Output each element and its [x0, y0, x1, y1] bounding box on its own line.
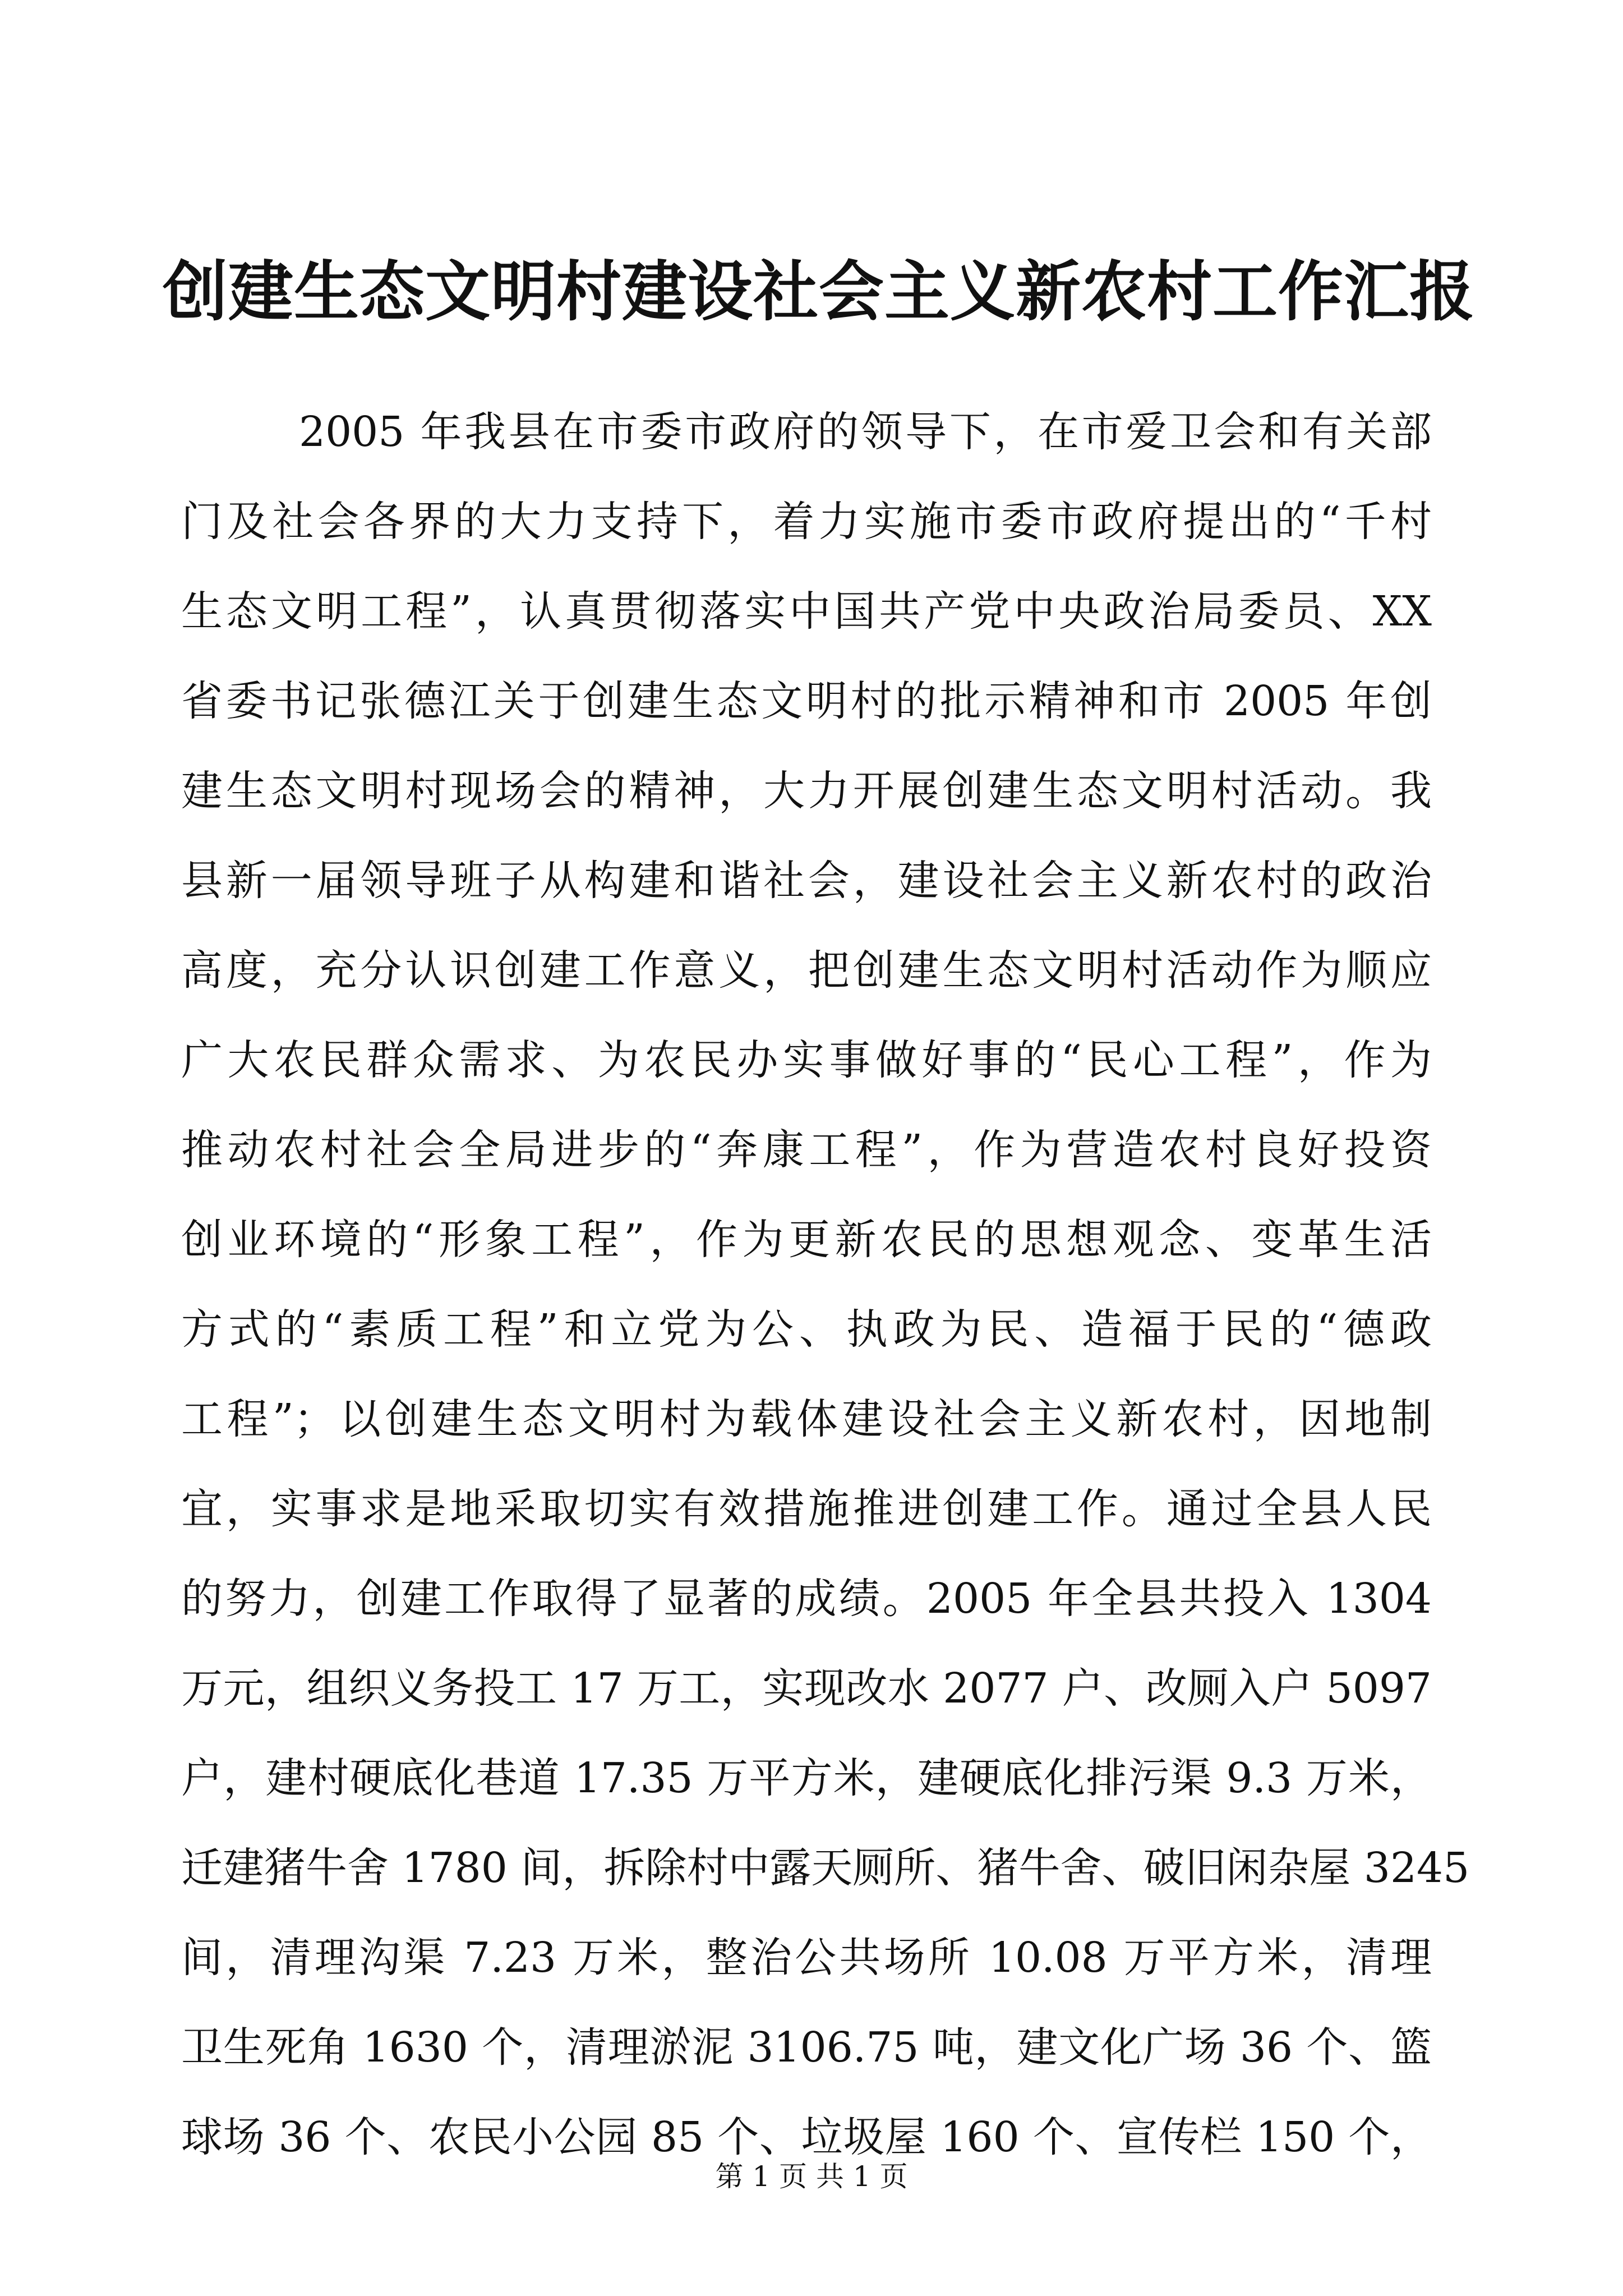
paragraph-line: 县新一届领导班子从构建和谐社会，建设社会主义新农村的政治: [181, 857, 1432, 905]
paragraph-line: 户，建村硬底化巷道 17.35 万平方米，建硬底化排污渠 9.3 万米，: [181, 1754, 1432, 1802]
paragraph-line: 门及社会各界的大力支持下，着力实施市委市政府提出的“千村: [181, 498, 1432, 546]
paragraph-line: 高度，充分认识创建工作意义，把创建生态文明村活动作为顺应: [181, 946, 1432, 995]
paragraph-line: 方式的“素质工程”和立党为公、执政为民、造福于民的“德政: [181, 1305, 1432, 1354]
paragraph-line: 创业环境的“形象工程”，作为更新农民的思想观念、变革生活: [181, 1216, 1432, 1264]
paragraph-line: 广大农民群众需求、为农民办实事做好事的“民心工程”，作为: [181, 1036, 1432, 1084]
paragraph-line: 球场 36 个、农民小公园 85 个、垃圾屋 160 个、宣传栏 150 个，: [181, 2113, 1432, 2161]
paragraph-line: 生态文明工程”，认真贯彻落实中国共产党中央政治局委员、XX: [181, 587, 1432, 636]
paragraph-line: 省委书记张德江关于创建生态文明村的批示精神和市 2005 年创: [181, 677, 1432, 725]
body-paragraph: [181, 387, 1470, 2182]
paragraph-line: 宜，实事求是地采取切实有效措施推进创建工作。通过全县人民: [181, 1485, 1432, 1533]
paragraph-line: 的努力，创建工作取得了显著的成绩。2005 年全县共投入 1304: [181, 1575, 1432, 1623]
document-title: 创建生态文明村建设社会主义新农村工作汇报: [163, 254, 1475, 330]
paragraph-line: 迁建猪牛舍 1780 间，拆除村中露天厕所、猪牛舍、破旧闲杂屋 3245: [181, 1844, 1470, 1892]
paragraph-line: 建生态文明村现场会的精神，大力开展创建生态文明村活动。我: [181, 767, 1432, 815]
page-footer: 第 1 页 共 1 页: [715, 2160, 908, 2193]
paragraph-line: 2005 年我县在市委市政府的领导下，在市爱卫会和有关部: [299, 408, 1432, 456]
paragraph-line: 万元，组织义务投工 17 万工，实现改水 2077 户、改厕入户 5097: [181, 1664, 1432, 1713]
paragraph-line: 工程”；以创建生态文明村为载体建设社会主义新农村，因地制: [181, 1395, 1432, 1443]
paragraph-line: 间，清理沟渠 7.23 万米，整治公共场所 10.08 万平方米，清理: [181, 1934, 1432, 1982]
paragraph-line: 推动农村社会全局进步的“奔康工程”，作为营造农村良好投资: [181, 1126, 1432, 1174]
paragraph-line: 卫生死角 1630 个，清理淤泥 3106.75 吨，建文化广场 36 个、篮: [181, 2023, 1432, 2072]
